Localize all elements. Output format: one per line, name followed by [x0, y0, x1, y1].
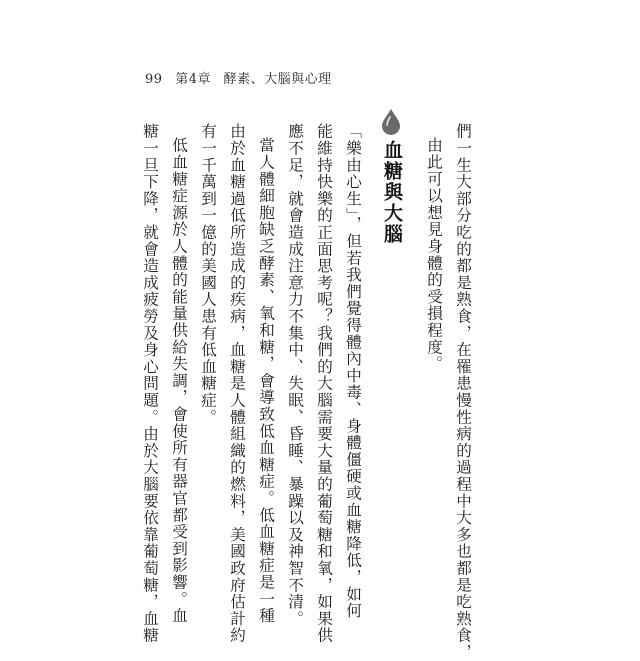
- chapter-label: 第4章: [175, 72, 211, 87]
- page-number: 99: [145, 72, 163, 87]
- text-column-3: 「樂由心生」，但若我們覺得體內中毒、身體僵硬或血糖降低，如何: [344, 123, 362, 620]
- running-head: [145, 68, 332, 87]
- section-title: 血糖與大腦: [381, 140, 403, 245]
- text-column-5: 應不足，就會造成注意力不集中、失眠、昏睡、暴躁以及神智不清。: [286, 123, 304, 627]
- text-column-2: 由此可以想見身體的受損程度。: [425, 137, 443, 373]
- text-column-8: 有一千萬到一億的美國人患有低血糖症。: [199, 123, 217, 426]
- text-column-1: 們一生大部分吃的都是熟食，在罹患慢性病的過程中大多也都是吃熟食，: [454, 123, 472, 661]
- water-drop-icon: [379, 108, 403, 136]
- text-column-10: 糖一旦下降，就會造成疲勞及身心問題。由於大腦要依靠葡萄糖，血糖: [141, 123, 159, 644]
- text-column-7: 由於血糖過低所造成的疾病，血糖是人體組織的燃料，美國政府估計約: [228, 123, 246, 644]
- text-column-9: 低血糖症源於人體的能量供給失調，會使所有器官都受到影響。血: [170, 137, 188, 625]
- chapter-title: 酵素、大腦與心理: [223, 72, 332, 87]
- text-column-4: 能維持快樂的正面思考呢？我們的大腦需要大量的葡萄糖和氧，如果供: [315, 123, 333, 644]
- text-column-6: 當人體細胞缺乏酵素、氧和糖，會導致低血糖症。低血糖症是一種: [257, 137, 275, 625]
